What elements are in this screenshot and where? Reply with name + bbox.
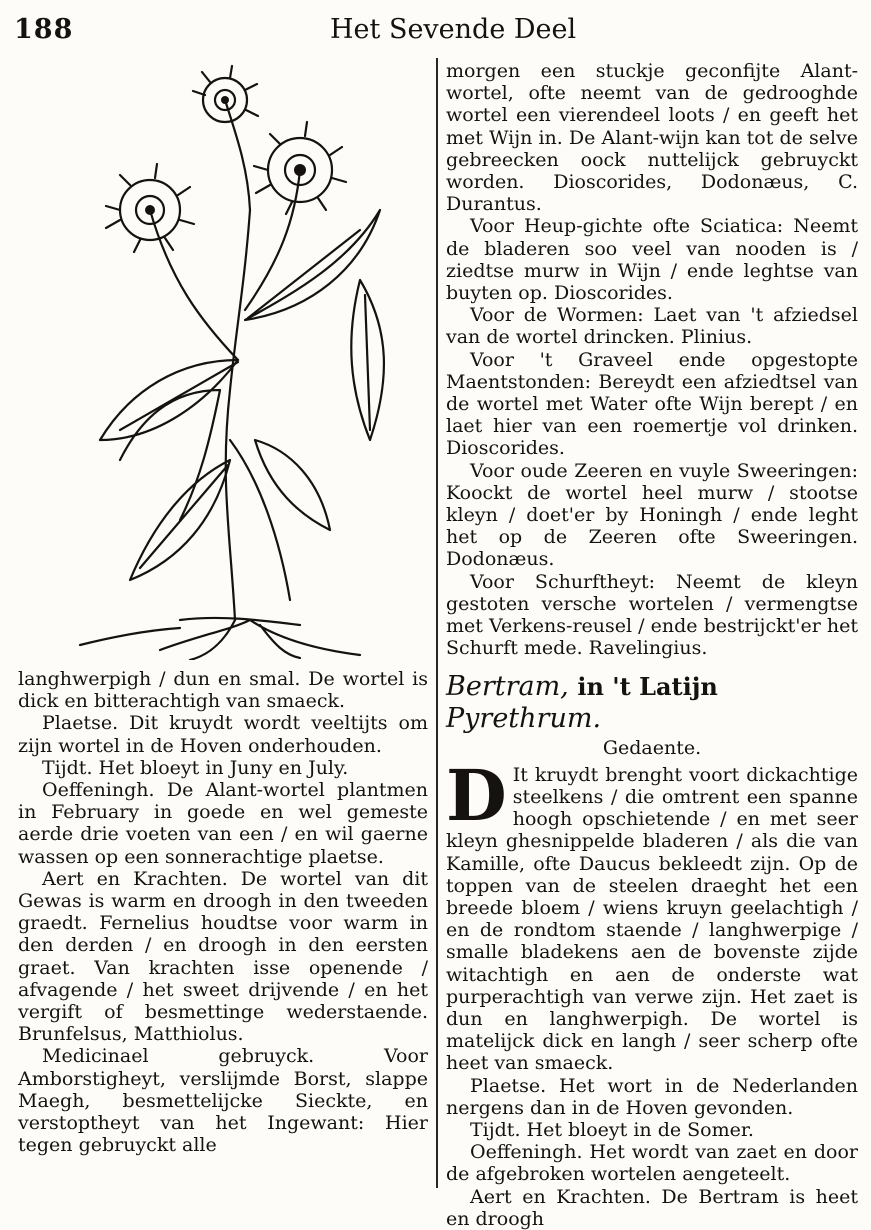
paragraph-oeffeningh: Oeffeningh. De Alant-wortel plantmen in February in goede en wel gemeste aerde drie voeten van een / en wil gaerne wassen op een sonnerachtige plaetse. [18,779,428,868]
paragraph-description-end: langhwerpigh / dun en smal. De wortel is dick en bitterachtigh van smaeck. [18,668,428,713]
paragraph-graveel: Voor 't Graveel ende opgestopte Maentstonden: Bereydt een afziedtsel van de wortel met Water ofte Wijn berept / en laet hier van een roemertje vol drinken. Dioscorides. [446,348,858,460]
paragraph-gedaente [446,753,858,1075]
paragraph-alant-wijn: morgen een stuckje geconfijte Alant-wortel, ofte neemt van de gedrooghde wortel een vierendeel loots / en geeft het met Wijn in. De Alant-wijn kan tot de selve gebreecken oock nuttelijck gebruyckt worden. Dioscorides, Dodonæus, C. Durantus. [446,60,858,216]
plant-illustration [60,60,420,660]
paragraph-bertram-oeffeningh: Oeffeningh. Het wordt van zaet en door de afgebroken wortelen aengeteelt. [446,1141,858,1186]
column-divider [436,58,438,1188]
paragraph-gedaente-text: It kruydt brenght voort dickachtige steelkens / die omtrent een spanne hoogh opschietende / en met seer kleyn ghesnippelde bladeren / als die van Kamille, ofte Daucus bekleedt zijn. Op de toppen van de steelen draeght het een breede bloem / wiens kruyn geelachtigh / en de rondtom staende / langhwerpige / smalle bladekens aen de bovenste zijde witachtigh en aen de onderste wat purperachtigh van verwe zijn. Het zaet is dun en langhwerpigh. De wortel is matelijck dick en langh / seer scherp ofte heet van smaeck. [446,763,858,1075]
paragraph-tijdt: Tijdt. Het bloeyt in Juny en July. [42,756,349,779]
paragraph-bertram-plaetse: Plaetse. Het wort in de Nederlanden nergens dan in de Hoven gevonden. [446,1074,858,1119]
paragraph-zeeren: Voor oude Zeeren en vuyle Sweeringen: Koockt de wortel heel murw / stootse kleyn / doet'er by Honingh / ende leght het op de Zeeren ofte Sweeringen. Dodonæus. [446,459,858,571]
paragraph-bertram-aert: Aert en Krachten. De Bertram is heet en droogh [446,1185,858,1230]
section-subheading: Gedaente. [602,737,702,760]
left-column [18,668,428,1156]
paragraph-heup-gichte: Voor Heup-gichte ofte Sciatica: Neemt de bladeren soo veel van nooden is / ziedtse murw in Wijn / ende leghtse van buyten op. Dioscorides. [446,215,858,305]
section-title-latin: Pyrethrum. [446,703,602,735]
paragraph-schurftheyt: Voor Schurftheyt: Neemt de kleyn gestoten versche wortelen / vermengtse met Verkens-reusel / ende bestrijckt'er het Schurft mede. Ravelingius. [446,570,858,660]
page-number: 188 [14,14,74,45]
paragraph-wormen: Voor de Wormen: Laet van 't afziedsel van de wortel drincken. Plinius. [446,304,858,349]
right-column [446,60,858,1230]
paragraph-plaetse: Plaetse. Dit kruydt wordt veeltijts om zijn wortel in de Hoven onderhouden. [18,712,428,757]
paragraph-bertram-tijdt: Tijdt. Het bloeyt in de Somer. [470,1118,754,1141]
paragraph-aert-en-krachten: Aert en Krachten. De wortel van dit Gewas is warm en droogh in den tweeden graedt. Fernelius houdtse voor warm in den derden / en droogh in den eersten graet. Van krachten isse openende / afvagende / het sweet drijvende / en het vergift of besmettinge wederstaende. Brunfelsus, Matthiolus. [18,867,428,1046]
section-title-bertram [446,671,858,735]
section-title-connector: in 't Latijn [577,672,718,702]
running-head: Het Sevende Deel [330,14,577,45]
section-title-name: Bertram, [446,671,569,703]
paragraph-medicinael-gebruyck: Medicinael gebruyck. Voor Amborstigheyt, verslijmde Borst, slappe Maegh, besmettelijcke Sieckte, en verstoptheyt van het Ingewant: Hier tegen gebruyckt alle [18,1045,428,1157]
alant-plant-woodcut-icon [60,60,420,660]
drop-cap: D [446,753,507,837]
